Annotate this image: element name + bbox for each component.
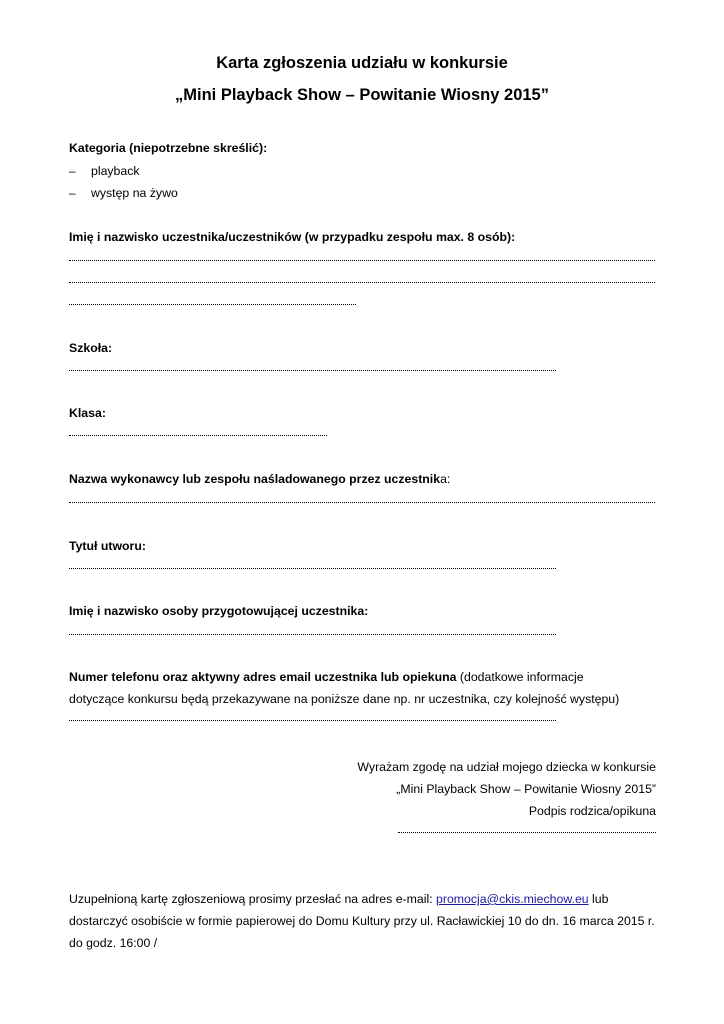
footer-line-2: dostarczyć osobiście w formie papierowej do Domu Kultury przy ul. Racławickiej 10 do dn. 16 marca 2015 r. xyxy=(69,914,655,928)
form-title: Karta zgłoszenia udziału w konkursie xyxy=(216,54,508,72)
class-label: Klasa: xyxy=(69,406,106,420)
school-field[interactable] xyxy=(69,364,556,371)
song-title-field[interactable] xyxy=(69,562,556,569)
teacher-name-label: Imię i nazwisko osoby przygotowującej uczestnika: xyxy=(69,604,369,618)
category-dash-2: – xyxy=(69,186,76,200)
school-label: Szkoła: xyxy=(69,341,113,355)
artist-label-bold: Nazwa wykonawcy lub zespołu naśladowanego przez uczestnik xyxy=(69,472,441,486)
signature-label: Podpis rodzica/opikuna xyxy=(528,804,656,818)
contest-title: „Mini Playback Show – Powitanie Wiosny 2015” xyxy=(175,86,549,104)
category-label: Kategoria (niepotrzebne skreślić): xyxy=(69,141,268,155)
footer-line-3: do godz. 16:00 / xyxy=(69,936,158,950)
contact-field[interactable] xyxy=(69,714,556,721)
footer-text-end: lub xyxy=(588,892,609,906)
email-link[interactable]: promocja@ckis.miechow.eu xyxy=(436,892,589,906)
contact-description: dotyczące konkursu będą przekazywane na poniższe dane np. nr uczestnika, czy kolejność występu) xyxy=(69,692,620,706)
participant-name-label: Imię i nazwisko uczestnika/uczestników (w przypadku zespołu max. 8 osób): xyxy=(69,230,516,244)
signature-field[interactable] xyxy=(398,826,656,833)
category-dash-1: – xyxy=(69,164,76,178)
artist-label-rest: a: xyxy=(440,472,451,486)
footer-line-1 xyxy=(69,892,608,906)
contact-label-bold: Numer telefonu oraz aktywny adres email uczestnika lub opiekuna xyxy=(69,670,457,684)
footer-text-start: Uzupełnioną kartę zgłoszeniową prosimy przesłać na adres e-mail: xyxy=(69,892,437,906)
song-title-label: Tytuł utworu: xyxy=(69,539,146,553)
teacher-name-field[interactable] xyxy=(69,628,556,635)
contact-label-rest: (dodatkowe informacje xyxy=(456,670,584,684)
class-field[interactable] xyxy=(69,429,327,436)
consent-contest-name: „Mini Playback Show – Powitanie Wiosny 2015” xyxy=(396,782,656,796)
participant-name-field-3[interactable] xyxy=(69,298,356,305)
participant-name-field-2[interactable] xyxy=(69,276,655,283)
artist-label xyxy=(69,472,450,486)
consent-text: Wyrażam zgodę na udział mojego dziecka w konkursie xyxy=(357,760,656,774)
participant-name-field-1[interactable] xyxy=(69,254,655,261)
category-option-live[interactable]: występ na żywo xyxy=(91,186,178,200)
category-option-playback[interactable]: playback xyxy=(91,164,140,178)
contact-label xyxy=(69,670,584,684)
artist-field[interactable] xyxy=(69,496,655,503)
